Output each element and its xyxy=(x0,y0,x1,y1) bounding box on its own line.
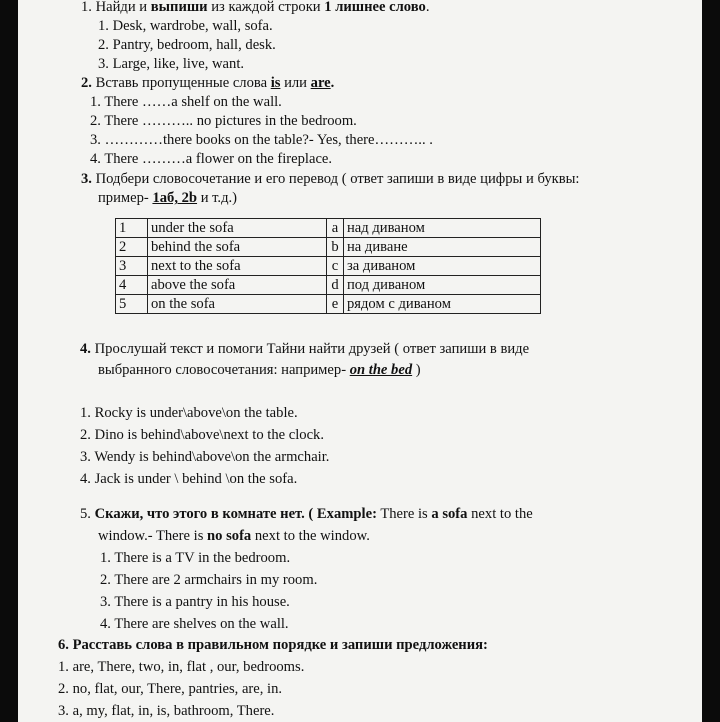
task6-item: 3. a, my, flat, in, is, bathroom, There. xyxy=(58,703,275,719)
table-row: 4 above the sofa d под диваном xyxy=(116,276,541,295)
task6-item: 2. no, flat, our, There, pantries, are, in. xyxy=(58,681,283,697)
task1-title: 1. Найди и выпиши из каждой строки 1 лишнее слово. xyxy=(81,0,430,15)
task2-item: 2. There ……….. no pictures in the bedroom. xyxy=(90,113,357,129)
task2-title: 2. Вставь пропущенные слова is или are. xyxy=(81,75,335,91)
table-row: 5 on the sofa e рядом с диваном xyxy=(116,295,541,314)
task6-item: 1. are, There, two, in, flat , our, bedrooms. xyxy=(58,659,305,675)
task4-item: 2. Dino is behind\above\next to the clock. xyxy=(80,427,324,443)
task1-item: 3. Large, like, live, want. xyxy=(98,56,245,72)
task2-item: 1. There ……a shelf on the wall. xyxy=(90,94,282,110)
task1-item: 1. Desk, wardrobe, wall, sofa. xyxy=(98,18,273,34)
table-row: 3 next to the sofa c за диваном xyxy=(116,257,541,276)
task5-item: 2. There are 2 armchairs in my room. xyxy=(100,572,318,588)
task5-item: 1. There is a TV in the bedroom. xyxy=(100,550,291,566)
task3-example: пример- 1аб, 2b и т.д.) xyxy=(98,190,238,206)
task5-item: 4. There are shelves on the wall. xyxy=(100,616,289,632)
worksheet-page xyxy=(18,0,702,722)
task5-example: window.- There is no sofa next to the window. xyxy=(98,528,370,544)
task4-item: 3. Wendy is behind\above\on the armchair. xyxy=(80,449,330,465)
table-row: 2 behind the sofa b на диване xyxy=(116,238,541,257)
task4-example: выбранного словосочетания: например- on the bed ) xyxy=(98,362,421,378)
task5-item: 3. There is a pantry in his house. xyxy=(100,594,290,610)
table-row: 1 under the sofa a над диваном xyxy=(116,219,541,238)
task2-item: 3. …………there books on the table?- Yes, there……….. . xyxy=(90,132,433,148)
task2-item: 4. There ………a flower on the fireplace. xyxy=(90,151,333,167)
task3-title: 3. Подбери словосочетание и его перевод ( ответ запиши в виде цифры и буквы: xyxy=(81,171,580,187)
task4-item: 1. Rocky is under\above\on the table. xyxy=(80,405,298,421)
task4-item: 4. Jack is under \ behind \on the sofa. xyxy=(80,471,298,487)
task5-title: 5. Скажи, что этого в комнате нет. ( Example: There is a sofa next to the xyxy=(80,506,533,522)
task1-item: 2. Pantry, bedroom, hall, desk. xyxy=(98,37,276,53)
task6-title: 6. Расставь слова в правильном порядке и запиши предложения: xyxy=(58,637,488,653)
matching-table xyxy=(115,218,541,314)
task4-title: 4. Прослушай текст и помоги Тайни найти друзей ( ответ запиши в виде xyxy=(80,341,530,357)
